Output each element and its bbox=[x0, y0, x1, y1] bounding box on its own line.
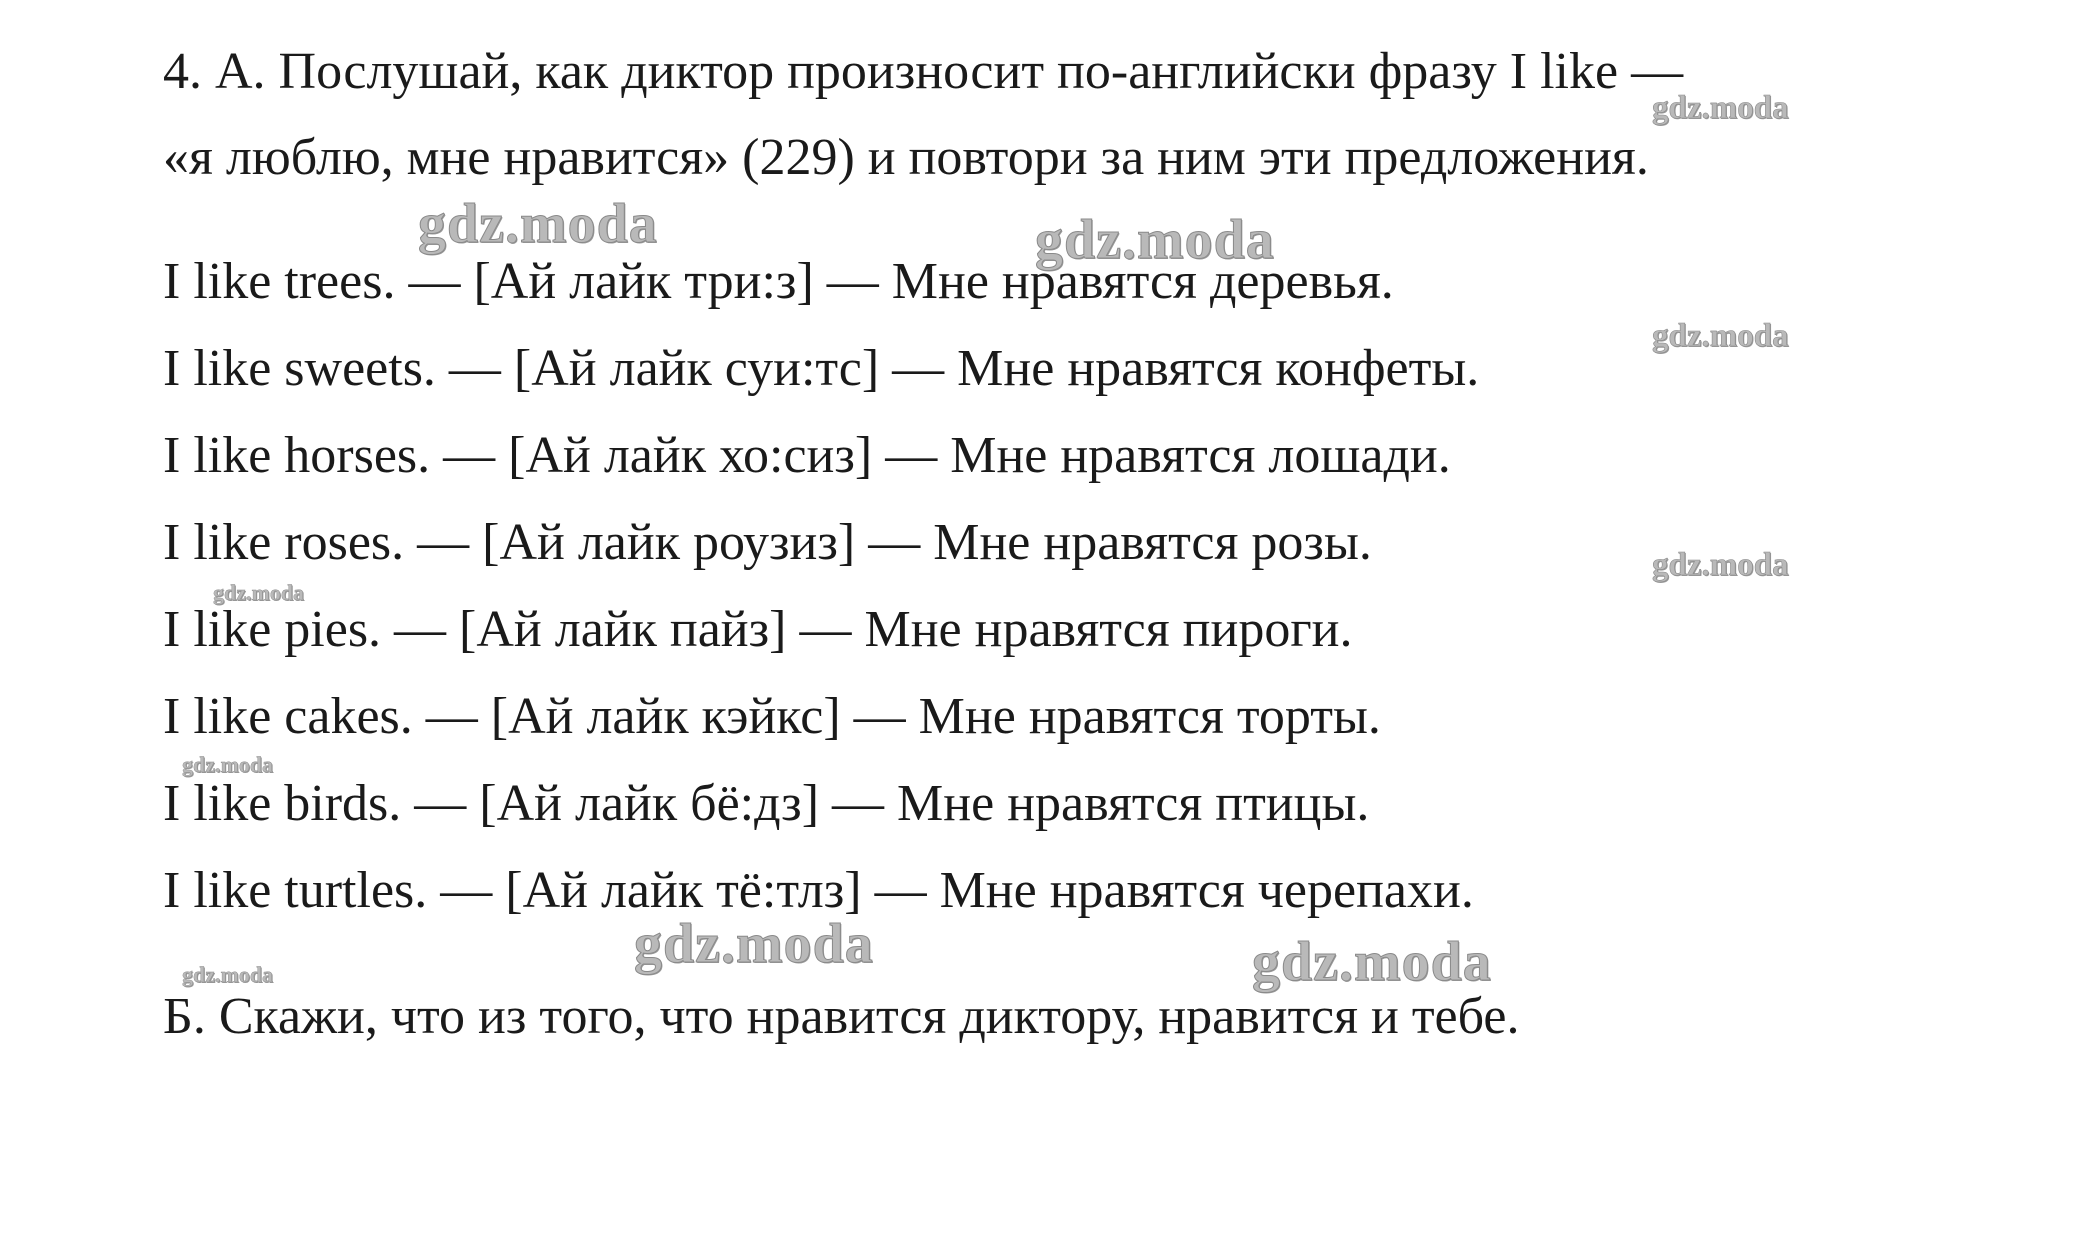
watermark: gdz.moda bbox=[634, 913, 874, 975]
part-b-instruction: Б. Скажи, что из того, что нравится диктору, нравится и тебе. bbox=[163, 988, 1520, 1045]
watermark: gdz.moda bbox=[213, 580, 305, 605]
watermark: gdz.moda bbox=[1652, 90, 1789, 126]
watermark: gdz.moda bbox=[1652, 547, 1789, 583]
sentence-trees: I like trees. — [Ай лайк три:з] — Мне нравятся деревья. bbox=[163, 253, 1394, 310]
watermark: gdz.moda bbox=[1035, 209, 1275, 271]
watermark: gdz.moda bbox=[182, 752, 274, 777]
sentence-turtles: I like turtles. — [Ай лайк тё:тлз] — Мне нравятся черепахи. bbox=[163, 862, 1474, 919]
watermark: gdz.moda bbox=[418, 193, 658, 255]
task-heading-line-1: 4. А. Послушай, как диктор произносит по-английски фразу I like — bbox=[163, 43, 1684, 100]
sentence-cakes: I like cakes. — [Ай лайк кэйкс] — Мне нравятся торты. bbox=[163, 688, 1381, 745]
sentence-sweets: I like sweets. — [Ай лайк суи:тс] — Мне нравятся конфеты. bbox=[163, 340, 1480, 397]
sentence-roses: I like roses. — [Ай лайк роузиз] — Мне нравятся розы. bbox=[163, 514, 1372, 571]
watermark: gdz.moda bbox=[182, 962, 274, 987]
watermark: gdz.moda bbox=[1252, 931, 1492, 993]
watermark: gdz.moda bbox=[1652, 318, 1789, 354]
sentence-birds: I like birds. — [Ай лайк бё:дз] — Мне нравятся птицы. bbox=[163, 775, 1370, 832]
task-heading-line-2: «я люблю, мне нравится» (229) и повтори за ним эти предложения. bbox=[163, 129, 1649, 186]
sentence-pies: I like pies. — [Ай лайк пайз] — Мне нравятся пироги. bbox=[163, 601, 1353, 658]
sentence-horses: I like horses. — [Ай лайк хо:сиз] — Мне нравятся лошади. bbox=[163, 427, 1451, 484]
